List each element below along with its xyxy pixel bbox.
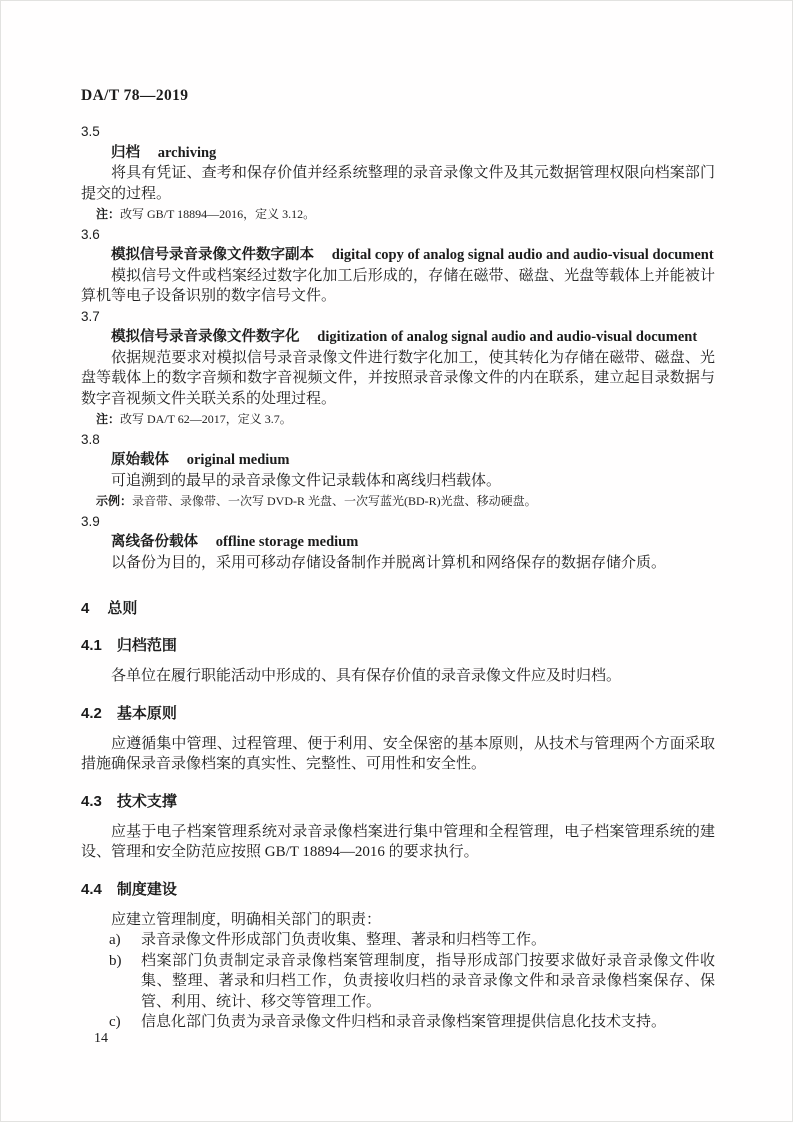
term-entry xyxy=(81,225,715,307)
clause-heading xyxy=(81,879,715,900)
clause-paragraph: 各单位在履行职能活动中形成的、具有保存价值的录音录像文件应及时归档。 xyxy=(111,668,622,684)
term-title xyxy=(81,327,715,348)
term-zh: 模拟信号录音录像文件数字化 xyxy=(111,329,300,345)
clause-number: 4.1 xyxy=(81,637,102,654)
term-zh: 归档 xyxy=(111,144,140,161)
term-zh: 离线备份载体 xyxy=(111,534,198,550)
term-entry xyxy=(81,430,715,512)
term-number: 3.5 xyxy=(81,124,100,139)
note-text: 改写 DA/T 62—2017，定义 3.7。 xyxy=(120,412,292,426)
term-title xyxy=(81,450,715,471)
term-en: offline storage medium xyxy=(215,534,359,550)
term-definition: 可追溯到的最早的录音录像文件记录载体和离线归档载体。 xyxy=(111,472,502,489)
term-number: 3.6 xyxy=(81,226,100,242)
example-text: 录音带、录像带、一次写 DVD-R 光盘、一次写蓝光(BD-R)光盘、移动硬盘。 xyxy=(132,494,537,508)
list-item-label: c) xyxy=(109,1014,121,1030)
term-definition: 以备份为目的，采用可移动存储设备制作并脱离计算机和网络保存的数据存储介质。 xyxy=(111,554,667,571)
note-text: 改写 GB/T 18894—2016，定义 3.12。 xyxy=(120,207,316,221)
list-item-label: b) xyxy=(109,952,122,969)
term-zh: 原始载体 xyxy=(111,452,169,468)
term-en: digitization of analog signal audio and audio-visual document xyxy=(317,329,698,345)
term-definition: 模拟信号文件或档案经过数字化加工后形成的，存储在磁带、磁盘、光盘等载体上并能被计算机等电子设备识别的数字信号文件。 xyxy=(81,267,715,304)
clause-paragraph: 应基于电子档案管理系统对录音录像档案进行集中管理和全程管理，电子档案管理系统的建设、管理和安全防范应按照 GB/T 18894—2016 的要求执行。 xyxy=(81,823,715,860)
term-number: 3.9 xyxy=(81,513,100,529)
clause-paragraph: 应遵循集中管理、过程管理、便于利用、安全保密的基本原则，从技术与管理两个方面采取措施确保录音录像档案的真实性、完整性、可用性和安全性。 xyxy=(81,735,715,772)
term-definition: 将具有凭证、查考和保存价值并经系统整理的录音录像文件及其元数据管理权限向档案部门提交的过程。 xyxy=(81,165,715,202)
term-entry xyxy=(81,512,715,574)
clause-title: 制度建设 xyxy=(116,880,177,898)
term-en: digital copy of analog signal audio and audio-visual document xyxy=(331,247,714,263)
clause-title: 基本原则 xyxy=(116,704,177,722)
page-number: 14 xyxy=(94,1031,108,1046)
clause-paragraph: 应建立管理制度，明确相关部门的职责： xyxy=(111,911,382,928)
page-content xyxy=(81,122,715,1033)
list-item-text: 档案部门负责制定录音录像档案管理制度，指导形成部门按要求做好录音录像文件收集、整理、著录和归档工作，负责接收归档的录音录像文件和录音录像档案保存、保管、利用、统计、移交等管理工作。 xyxy=(141,952,715,1010)
example-label: 示例： xyxy=(96,494,133,508)
term-title xyxy=(81,245,715,266)
term-example xyxy=(81,491,715,512)
clause-title: 技术支撑 xyxy=(116,792,177,810)
term-entry xyxy=(81,307,715,430)
clause-heading xyxy=(81,635,715,656)
clause-title: 归档范围 xyxy=(116,637,177,654)
term-en: original medium xyxy=(186,452,290,468)
chapter-number: 4 xyxy=(81,600,90,617)
term-number: 3.8 xyxy=(81,431,100,447)
list-item-label: a) xyxy=(109,932,121,948)
term-title xyxy=(81,532,715,553)
note-label: 注： xyxy=(96,412,121,426)
list-item xyxy=(81,1012,715,1033)
clause-number: 4.2 xyxy=(81,704,102,722)
clause-number: 4.4 xyxy=(81,880,102,898)
term-en: archiving xyxy=(157,144,217,161)
term-note xyxy=(81,204,715,225)
standard-code-header: DA/T 78—2019 xyxy=(81,87,189,104)
term-title xyxy=(81,143,715,164)
clause-list xyxy=(81,930,715,1033)
list-item xyxy=(81,930,715,951)
term-definition: 依据规范要求对模拟信号录音录像文件进行数字化加工，使其转化为存储在磁带、磁盘、光盘等载体上的数字音频和数字音视频文件，并按照录音录像文件的内在联系，建立起目录数据与数字音视频文件关联关系的处理过程。 xyxy=(81,349,715,407)
term-entry xyxy=(81,122,715,225)
chapter-heading xyxy=(81,598,715,619)
term-zh: 模拟信号录音录像文件数字副本 xyxy=(111,247,314,263)
term-number: 3.7 xyxy=(81,308,100,324)
clause-heading xyxy=(81,791,715,812)
list-item-text: 录音录像文件形成部门负责收集、整理、著录和归档等工作。 xyxy=(141,932,547,948)
chapter-title: 总则 xyxy=(107,600,138,617)
clause-number: 4.3 xyxy=(81,792,102,810)
clause-heading xyxy=(81,703,715,724)
term-note xyxy=(81,409,715,430)
list-item-text: 信息化部门负责为录音录像文件归档和录音录像档案管理提供信息化技术支持。 xyxy=(141,1014,667,1030)
list-item xyxy=(81,951,715,1013)
note-label: 注： xyxy=(96,207,121,221)
